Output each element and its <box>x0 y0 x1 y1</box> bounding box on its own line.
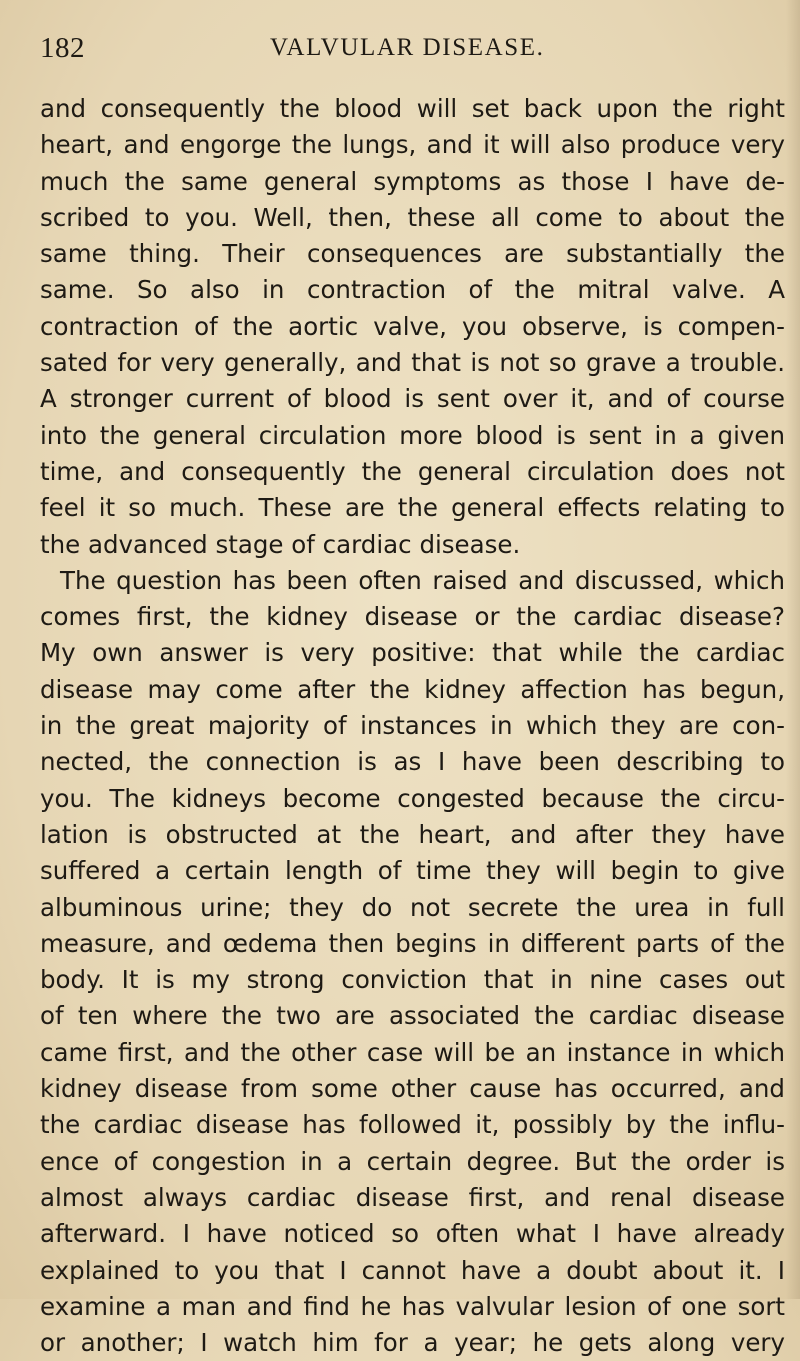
text-line: heart, and engorge the lungs, and it will also produce very <box>40 130 785 160</box>
text-line: and consequently the blood will set back upon the right <box>40 94 785 123</box>
text-line: explained to you that I cannot have a doubt about it. I <box>40 1255 785 1285</box>
paragraph <box>40 91 785 563</box>
text-line: afterward. I have noticed so often what I have already <box>40 1219 785 1249</box>
text-line: The question has been often raised and discussed, which <box>60 565 785 595</box>
text-line: nected, the connection is as I have been describing to <box>40 747 785 777</box>
running-head <box>0 28 800 68</box>
text-line: kidney disease from some other cause has occurred, and <box>40 1074 785 1104</box>
text-line: same thing. Their consequences are substantially the <box>40 239 785 269</box>
text-line: in the great majority of instances in which they are con- <box>40 711 785 741</box>
text-line: the advanced stage of cardiac disease. <box>40 529 521 559</box>
text-line: time, and consequently the general circulation does not <box>40 456 785 486</box>
text-line: examine a man and find he has valvular lesion of one sort <box>40 1291 785 1321</box>
text-line: or another; I watch him for a year; he gets along very <box>40 1328 785 1358</box>
text-line: into the general circulation more blood is sent in a given <box>40 420 785 450</box>
text-line: contraction of the aortic valve, you observe, is compen- <box>40 311 785 341</box>
text-line: comes first, the kidney disease or the cardiac disease? <box>40 602 785 632</box>
text-line: the cardiac disease has followed it, possibly by the influ- <box>40 1110 785 1140</box>
text-line: much the same general symptoms as those I have de- <box>40 166 785 196</box>
running-title: VALVULAR DISEASE. <box>270 34 545 61</box>
body-text <box>40 91 785 1361</box>
text-line: feel it so much. These are the general effects relating to <box>40 493 785 523</box>
text-line: disease may come after the kidney affection has begun, <box>40 674 785 704</box>
text-line: albuminous urine; they do not secrete the urea in full <box>40 892 785 922</box>
text-line: measure, and œdema then begins in different parts of the <box>40 928 785 958</box>
text-line: A stronger current of blood is sent over it, and of course <box>40 384 785 414</box>
text-line: came first, and the other case will be an instance in which <box>40 1037 785 1067</box>
page-number: 182 <box>40 32 85 64</box>
text-line: sated for very generally, and that is not so grave a trouble. <box>40 348 785 378</box>
text-line: same. So also in contraction of the mitral valve. A <box>40 275 785 305</box>
text-line: My own answer is very positive: that while the cardiac <box>40 638 785 668</box>
text-line: of ten where the two are associated the cardiac disease <box>40 1001 785 1031</box>
text-line: ence of congestion in a certain degree. But the order is <box>40 1146 785 1176</box>
text-line: scribed to you. Well, then, these all come to about the <box>40 202 785 232</box>
text-line: suffered a certain length of time they will begin to give <box>40 856 785 886</box>
paragraph <box>40 563 785 1361</box>
text-line: you. The kidneys become congested because the circu- <box>40 783 785 813</box>
text-line: almost always cardiac disease first, and renal disease <box>40 1182 785 1212</box>
text-line: lation is obstructed at the heart, and after they have <box>40 819 785 849</box>
text-line: body. It is my strong conviction that in nine cases out <box>40 965 785 995</box>
page-edge-shadow <box>786 0 800 1299</box>
